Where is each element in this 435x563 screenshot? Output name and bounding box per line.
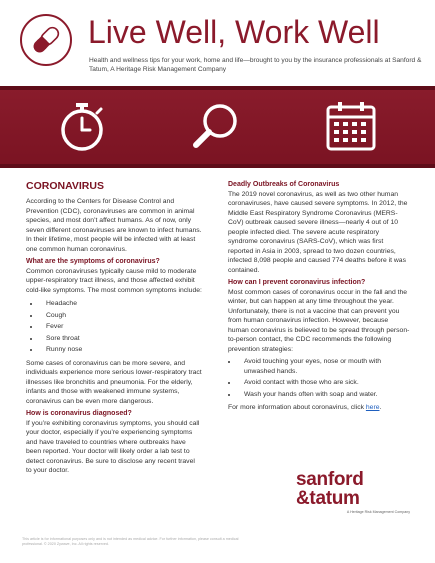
list-item: • Wash your hands often with soap and water. xyxy=(238,390,410,400)
list-item: • Fever xyxy=(40,321,202,333)
severe-paragraph: Some cases of coronavirus can be more severe, and individuals experience more serious lower-respiratory tract illnesses like bronchitis and pneumonia. For the elderly, infants and those with weakened immune systems, coronavirus can be even more dangerous. xyxy=(26,359,202,405)
left-column xyxy=(26,180,202,479)
list-item: • Headache xyxy=(40,298,202,310)
disclaimer: This article is for informational purposes only and is not intended as medical advice. For further information, please consult a medical professional. © 2020 Zywave, Inc. All rights reserved. xyxy=(22,537,239,546)
list-item: • Avoid touching your eyes, nose or mouth with unwashed hands. xyxy=(238,357,410,376)
icon-banner xyxy=(0,86,435,168)
calendar-icon xyxy=(322,99,380,155)
list-item: • Sore throat xyxy=(40,333,202,345)
right-column xyxy=(228,180,410,416)
symptoms-list xyxy=(26,298,202,356)
magnifier-icon xyxy=(188,99,244,155)
symptoms-paragraph: Common coronaviruses typically cause mild to moderate upper-respiratory tract illness, and those affected exhibit cold-like symptoms. The most common symptoms include: xyxy=(26,267,202,294)
tagline: Health and wellness tips for your work, home and life—brought to you by the insurance professionals at Sanford & Tatum, A Heritage Risk Management Company xyxy=(89,57,422,73)
outbreaks-paragraph: The 2019 novel coronavirus, as well as two other human coronaviruses, have caused severe symptoms. In 2012, the Middle East Respiratory Syndrome Coronavirus (MERS-CoV) outbreak caused severe illness—nearly 4 out of 10 people infected died. The severe acute respiratory syndrome coronavirus (SARS-CoV), which was first reported in Asia in 2003, spread to two dozen countries, infected 8,098 people and caused 774 deaths before it was contained. xyxy=(228,190,408,274)
list-item: • Runny nose xyxy=(40,344,202,356)
section-heading: CORONAVIRUS xyxy=(26,180,104,192)
more-info-line xyxy=(228,403,410,413)
diagnosed-paragraph: If you’re exhibiting coronavirus symptoms, you should call your doctor, especially if you’re experiencing symptoms and have traveled to countries where outbreaks have been reported. Your doctor will likely order a lab test to detect coronavirus. Be sure to disclose any recent travel to your doctor. xyxy=(26,419,200,474)
more-info-suffix: . xyxy=(379,404,382,411)
page-title: Live Well, Work Well xyxy=(88,14,380,50)
strategies-list xyxy=(228,357,410,399)
stopwatch-icon xyxy=(55,99,109,155)
symptoms-heading: What are the symptoms of coronavirus? xyxy=(26,258,160,265)
brand-name-line2: &tatum xyxy=(296,488,360,509)
brand-logo xyxy=(296,470,416,514)
here-link[interactable]: here xyxy=(365,404,380,411)
list-item: • Cough xyxy=(40,310,202,322)
prevent-heading: How can I prevent coronavirus infection? xyxy=(228,279,366,286)
outbreaks-heading: Deadly Outbreaks of Coronavirus xyxy=(228,181,340,188)
header xyxy=(0,0,435,86)
brand-subtitle: A Heritage Risk Management Company xyxy=(346,510,410,514)
pill-capsule-icon xyxy=(20,14,72,66)
more-info-text: For more information about coronavirus, click xyxy=(228,404,366,411)
diagnosed-heading: How is coronavirus diagnosed? xyxy=(26,410,132,417)
intro-paragraph: According to the Centers for Disease Control and Prevention (CDC), coronaviruses are common in animal species, and most don’t affect humans. As of now, only seven different coronaviruses are known to infect humans. In their lifetime, most people will be infected with at least one common human coronavirus. xyxy=(26,198,202,253)
prevent-paragraph: Most common cases of coronavirus occur in the fall and the winter, but can happen at any time throughout the year. Unfortunately, there is not a vaccine that can prevent you from human coronavirus infection. However, because human coronavirus is believed to be spread through person-to-person contact, the CDC recommends the following prevention strategies: xyxy=(228,288,410,353)
list-item: • Avoid contact with those who are sick. xyxy=(238,378,410,388)
brand-name-line1: sanford xyxy=(296,469,364,490)
